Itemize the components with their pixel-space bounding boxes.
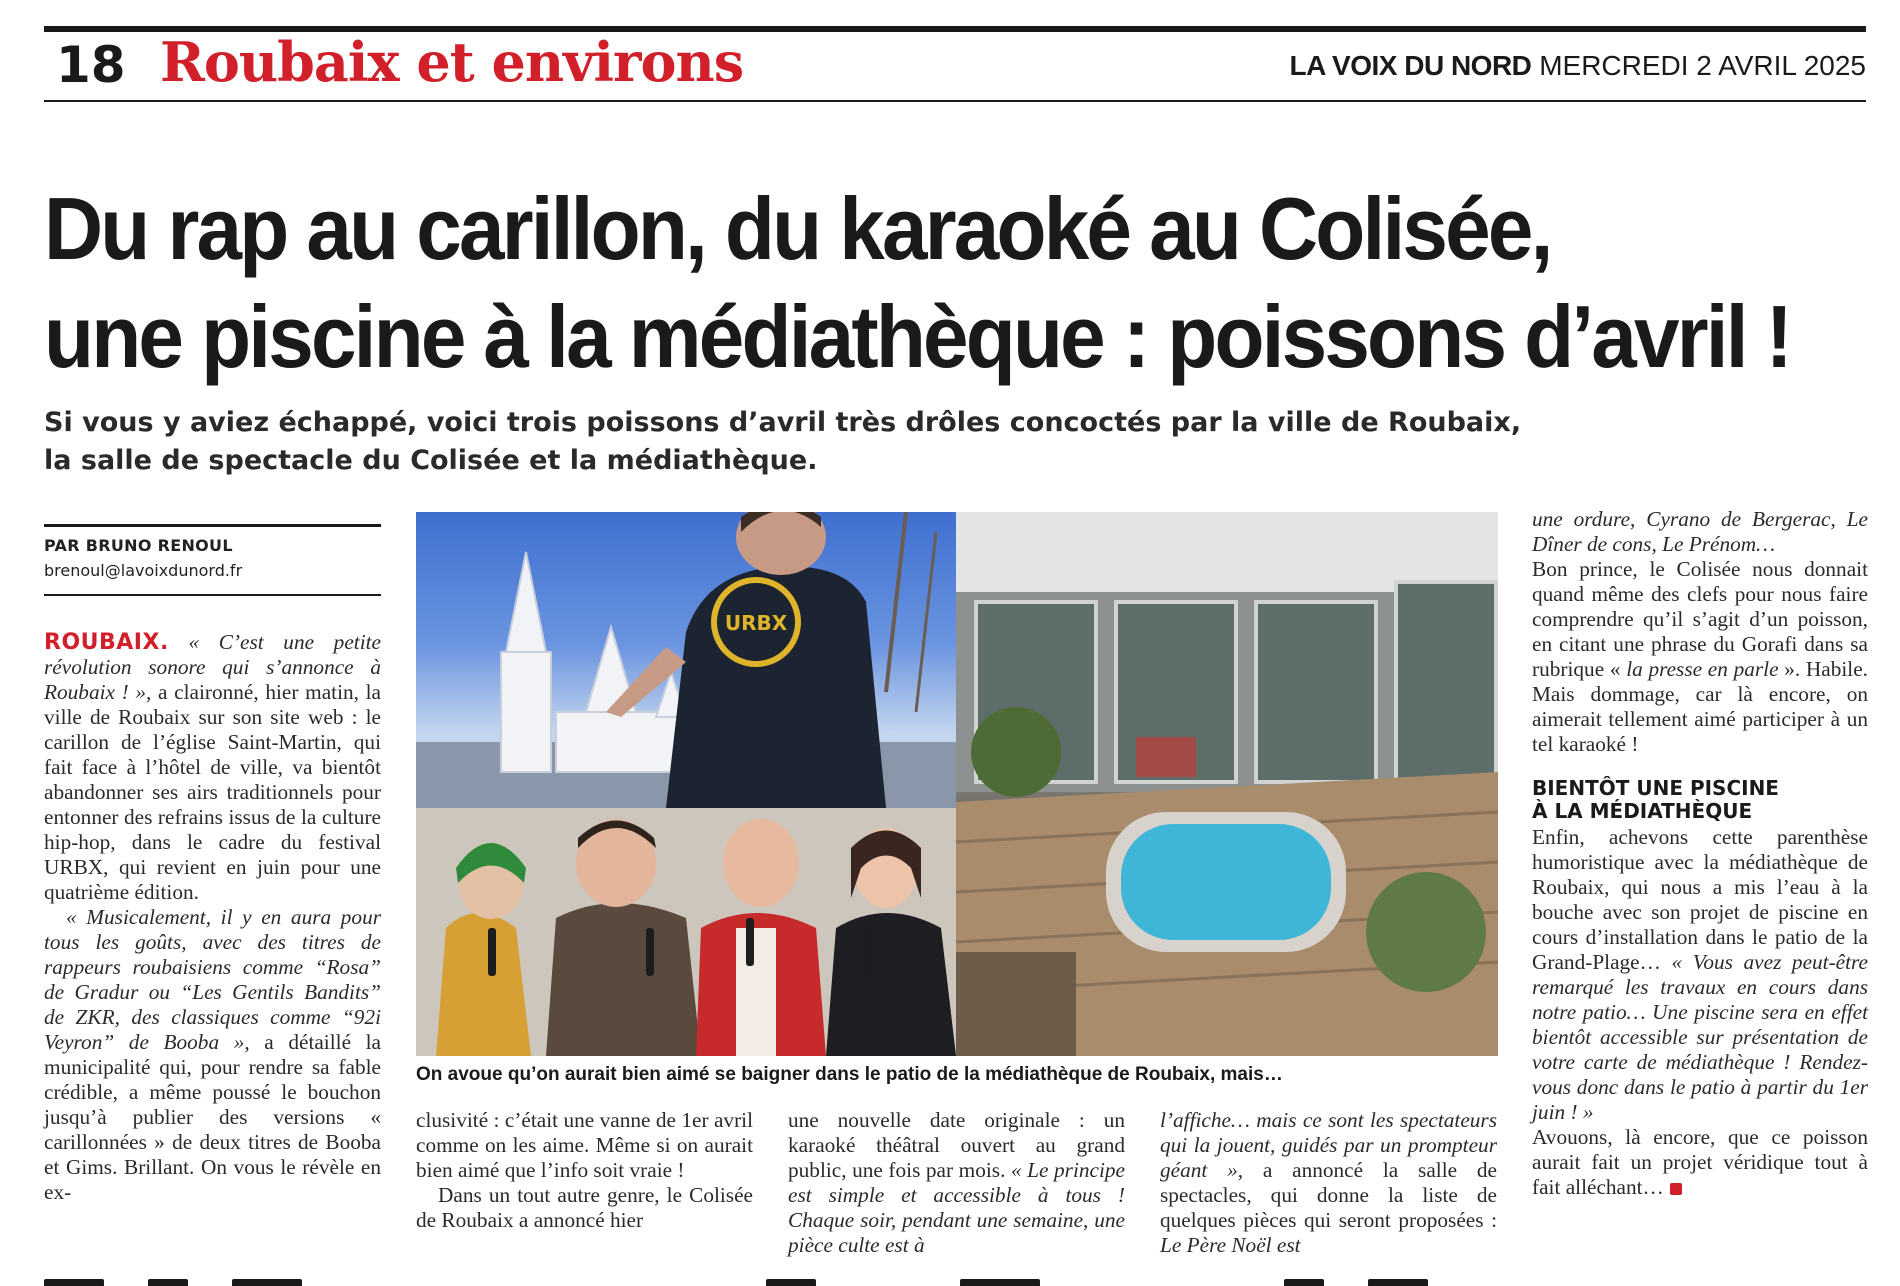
text: , a annoncé la salle de spectacles, qui donne la liste de quelques pièces qui seront proposées :: [1160, 1158, 1497, 1232]
article-column-5: [1532, 507, 1868, 1200]
quote: « Le principe est simple et accessible à tous ! Chaque soir, pendant une semaine, une pièce culte est à: [788, 1158, 1125, 1257]
byline-rule-bottom: [44, 594, 381, 596]
quote: « C’est une petite révolution sonore qui s’annonce à Roubaix ! »: [44, 630, 381, 704]
text: ». Habile. Mais dommage, car là encore, on aimerait tellement aimé participer à un tel karaoké !: [1532, 657, 1868, 756]
standfirst-line-2: la salle de spectacle du Colisée et la médiathèque.: [44, 445, 818, 476]
standfirst: [44, 404, 1522, 480]
article-column-4: [1160, 1108, 1497, 1258]
byline-email[interactable]: brenoul@lavoixdunord.fr: [44, 561, 243, 580]
paragraph: clusivité : c’était une vanne de 1er avril comme on les aime. Même si on aurait bien aimé que l’info soit vraie !: [416, 1108, 753, 1182]
text: une nouvelle date originale : un karaoké théâtral ouvert au grand public, une fois par mois.: [788, 1108, 1125, 1182]
page-number: 18: [56, 36, 126, 94]
text: Enfin, achevons cette parenthèse humoristique avec la médiathèque de Roubaix, qui nous a mis l’eau à la bouche avec son projet de piscine en cours d’installation dans le patio de la Grand-Plage…: [1532, 825, 1868, 974]
text: Avouons, là encore, que ce poisson aurait fait un projet véridique tout à fait alléchant…: [1532, 1125, 1868, 1199]
photo-karaoke-actors: [416, 808, 956, 1056]
subhead-line-1: BIENTÔT UNE PISCINE: [1532, 776, 1779, 800]
paragraph: Dans un tout autre genre, le Colisée de Roubaix a annoncé hier: [416, 1183, 753, 1232]
text: Bon prince, le Colisée nous donnait quand même des clefs pour nous faire comprendre qu’il s’agit d’un poisson, en citant une phrase du Gorafi dans sa rubrique «: [1532, 557, 1868, 681]
next-article-headline-tops: [44, 1276, 1866, 1286]
headline-line-2: une piscine à la médiathèque : poissons d’avril !: [44, 287, 1791, 386]
tshirt-logo: URBX: [724, 611, 788, 635]
quote: l’affiche… mais ce sont les spectateurs qui la jouent, guidés par un prompteur géant »: [1160, 1108, 1497, 1182]
quote: « Musicalement, il y en aura pour tous les goûts, avec des titres de rappeurs roubaisiens comme “Rosa” de Gradur ou “Les Gentils Bandits” de ZKR, des classiques comme “92i Veyron” de Booba »: [44, 905, 381, 1054]
article-column-2: [416, 1108, 753, 1233]
karaoke-illustration: [416, 808, 956, 1056]
dateline: ROUBAIX.: [44, 630, 169, 655]
paragraph: [1532, 507, 1868, 557]
glyph-fragment: [960, 1279, 1040, 1286]
byline-author: PAR BRUNO RENOUL: [44, 536, 233, 555]
photo-caption: On avoue qu’on aurait bien aimé se baigner dans le patio de la médiathèque de Roubaix, mais…: [416, 1064, 1283, 1085]
quote: la presse en parle: [1626, 657, 1779, 681]
text: , a détaillé la municipalité qui, pour rendre sa fable crédible, a même poussé le bouchon jusqu’à publier des versions « carillonnées » de deux titres de Booba et Gims. Brillant. On vous le révèle en ex-: [44, 1030, 381, 1204]
end-of-article-mark: [1670, 1183, 1682, 1195]
pool-illustration: [956, 512, 1498, 1056]
text: , a claironné, hier matin, la ville de Roubaix sur son site web : le carillon de l’église Saint-Martin, qui fait face à l’hôtel de ville, va bientôt abandonner ses airs traditionnels pour entonner des refrains issus de la culture hip-hop, dans le cadre du festival URBX, qui revient en juin pour une quatrième édition.: [44, 680, 381, 904]
glyph-fragment: [148, 1279, 188, 1286]
glyph-fragment: [44, 1279, 104, 1286]
masthead: [1289, 50, 1866, 82]
paragraph: [1160, 1108, 1497, 1258]
byline-rule-top: [44, 524, 381, 527]
headline: [44, 175, 1791, 391]
header-rule: [44, 100, 1866, 102]
glyph-fragment: [1368, 1279, 1428, 1286]
paragraph: [1532, 825, 1868, 1125]
glyph-fragment: [1284, 1279, 1324, 1286]
subhead-line-2: À LA MÉDIATHÈQUE: [1532, 799, 1753, 823]
play-titles: une ordure, Cyrano de Bergerac, Le Dîner de cons, Le Prénom…: [1532, 507, 1868, 556]
paragraph: [1532, 557, 1868, 757]
paragraph: [788, 1108, 1125, 1258]
paragraph: [1532, 1125, 1868, 1200]
church-and-man-illustration: [416, 512, 956, 808]
paragraph: [44, 630, 381, 905]
article-column-1: [44, 630, 381, 1205]
photo-patio-pool: [956, 512, 1498, 1056]
section-title: Roubaix et environs: [160, 30, 744, 94]
paragraph: [44, 905, 381, 1205]
quote: « Vous avez peut-être remarqué les travaux en cours dans notre patio… Une piscine sera en effet bientôt accessible sur présentation de votre carte de médiathèque ! Rendez-vous donc dans le patio à partir du 1er juin ! »: [1532, 950, 1869, 1124]
glyph-fragment: [232, 1279, 302, 1286]
newspaper-name: LA VOIX DU NORD: [1289, 50, 1532, 81]
glyph-fragment: [766, 1279, 816, 1286]
headline-line-1: Du rap au carillon, du karaoké au Colisée,: [44, 179, 1551, 278]
photo-carillon-rap: [416, 512, 956, 808]
standfirst-line-1: Si vous y aviez échappé, voici trois poissons d’avril très drôles concoctés par la ville de Roubaix,: [44, 407, 1522, 438]
article-column-3: [788, 1108, 1125, 1258]
issue-date: MERCREDI 2 AVRIL 2025: [1539, 50, 1866, 81]
play-title: Le Père Noël est: [1160, 1233, 1301, 1257]
subhead: [1532, 777, 1868, 823]
